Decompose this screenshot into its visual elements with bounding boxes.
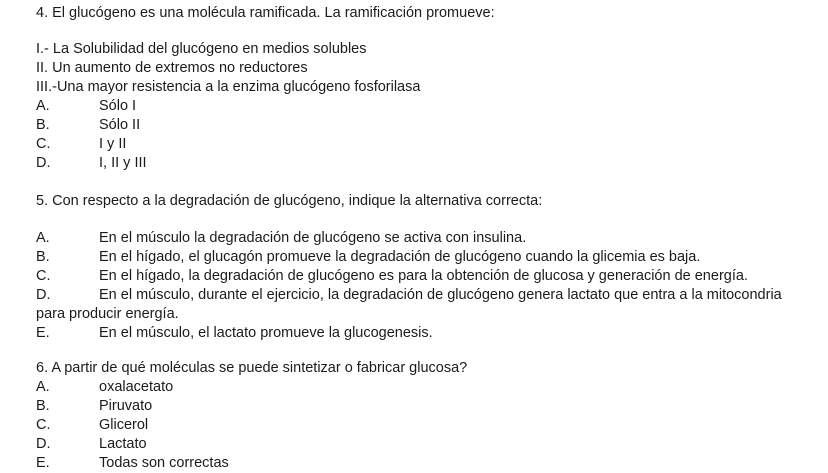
option-row (36, 324, 800, 343)
option-text: En el hígado, la degradación de glucógeno es para la obtención de glucosa y generación de energía. (99, 268, 748, 284)
option-text: Lactato (99, 436, 147, 452)
question-5-prompt: 5. Con respecto a la degradación de glucógeno, indique la alternativa correcta: (36, 193, 543, 209)
option-text: En el hígado, el glucagón promueve la degradación de glucógeno cuando la glicemia es baja. (99, 249, 701, 265)
statement-i: I.- La Solubilidad del glucógeno en medios solubles (36, 41, 367, 57)
question-4-options (36, 97, 800, 173)
option-row (36, 267, 800, 286)
option-letter: C. (36, 417, 51, 433)
option-text: Todas son correctas (99, 455, 229, 471)
statement-ii: II. Un aumento de extremos no reductores (36, 60, 308, 76)
option-row (36, 397, 800, 416)
option-text: En el músculo, el lactato promueve la glucogenesis. (99, 325, 433, 341)
option-row (36, 229, 800, 248)
option-letter: A. (36, 98, 50, 114)
option-letter: A. (36, 379, 50, 395)
option-text: En el músculo, durante el ejercicio, la degradación de glucógeno genera lactato que entra a la mitocondria para producir energía. (36, 287, 782, 322)
option-text: Sólo I (99, 98, 137, 114)
option-row (36, 416, 800, 435)
option-letter: D. (36, 287, 51, 303)
option-row (36, 454, 800, 473)
question-4-prompt: 4. El glucógeno es una molécula ramificada. La ramificación promueve: (36, 5, 495, 21)
option-row (36, 286, 800, 324)
option-letter: D. (36, 436, 51, 452)
option-letter: C. (36, 136, 51, 152)
option-letter: E. (36, 455, 50, 471)
option-row (36, 97, 800, 116)
option-text: Sólo II (99, 117, 141, 133)
option-letter: C. (36, 268, 51, 284)
question-6-options (36, 378, 800, 473)
option-text: Piruvato (99, 398, 153, 414)
option-letter: E. (36, 325, 50, 341)
option-text: oxalacetato (99, 379, 174, 395)
option-row (36, 248, 800, 267)
option-text: I y II (99, 136, 127, 152)
option-letter: B. (36, 117, 50, 133)
option-letter: A. (36, 230, 50, 246)
option-row (36, 154, 800, 173)
option-row (36, 378, 800, 397)
option-text: Glicerol (99, 417, 149, 433)
question-6-prompt: 6. A partir de qué moléculas se puede sintetizar o fabricar glucosa? (36, 360, 468, 376)
question-4-statements (36, 40, 800, 97)
option-row (36, 435, 800, 454)
option-letter: B. (36, 398, 50, 414)
option-text: En el músculo la degradación de glucógeno se activa con insulina. (99, 230, 527, 246)
option-row (36, 135, 800, 154)
question-5-options (36, 229, 800, 343)
option-row (36, 116, 800, 135)
option-text: I, II y III (99, 155, 147, 171)
option-letter: B. (36, 249, 50, 265)
statement-iii: III.-Una mayor resistencia a la enzima glucógeno fosforilasa (36, 79, 421, 95)
option-letter: D. (36, 155, 51, 171)
